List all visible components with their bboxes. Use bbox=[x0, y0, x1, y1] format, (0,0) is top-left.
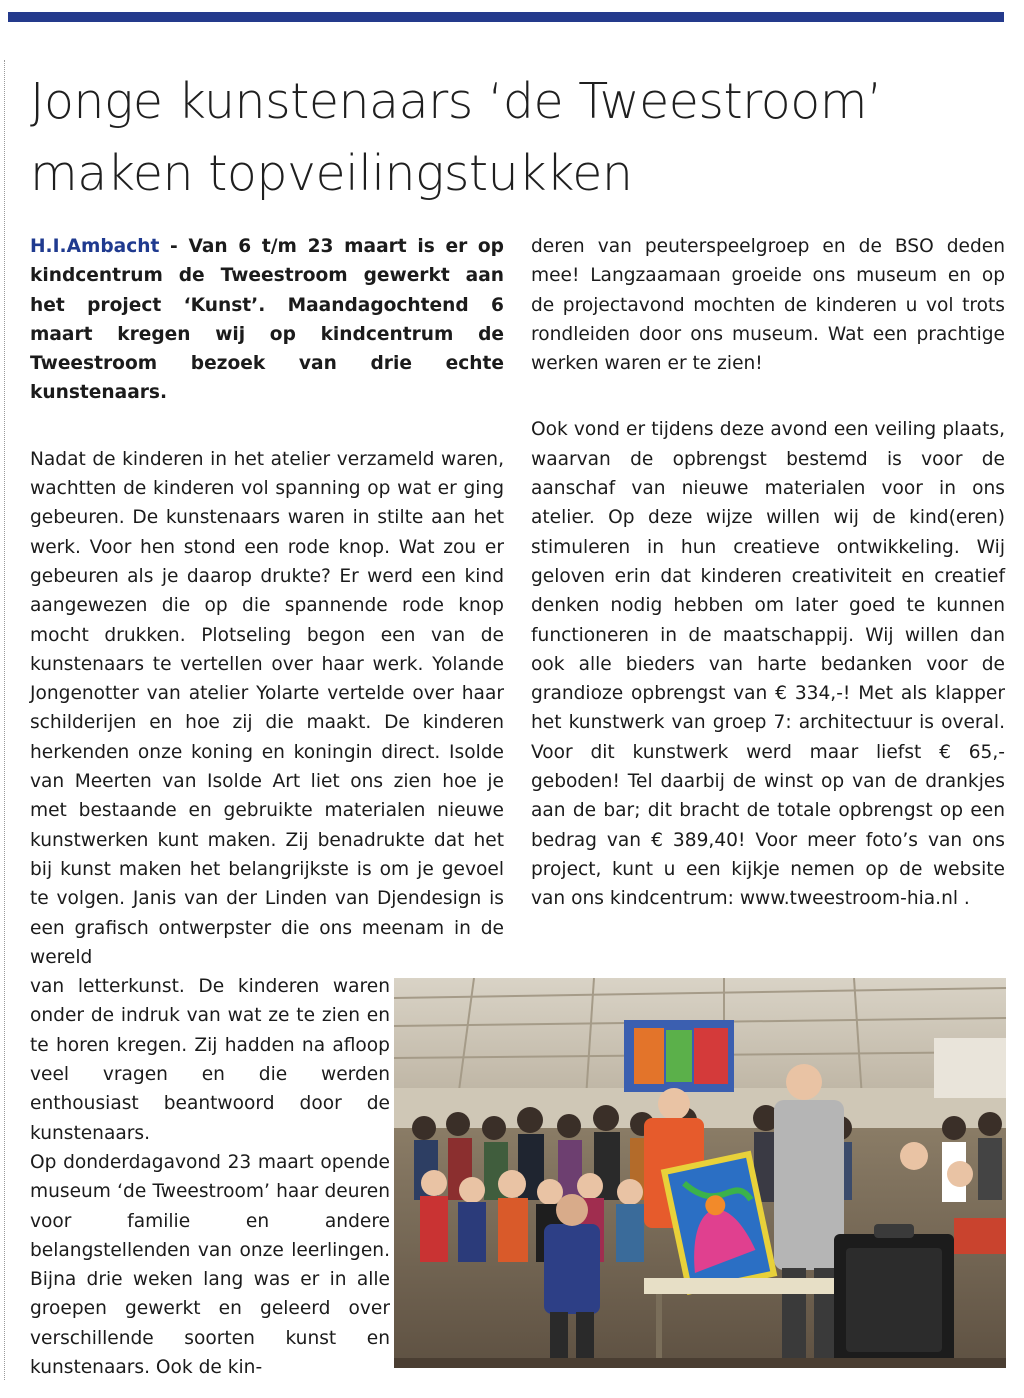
lead-text: - Van 6 t/m 23 maart is er op kindcentrum de Tweestroom gewerkt aan het project ‘Kunst’. Maandagochtend 6 maart kregen wij op kindcentrum de Tweestroom bezoek van drie echte kunstenaars. bbox=[30, 236, 504, 404]
article-photo bbox=[394, 978, 1006, 1368]
headline-line-2: maken topveilingstukken bbox=[30, 145, 633, 202]
body-paragraph-3: deren van peuterspeelgroep en de BSO deden mee! Langzaamaan groeide ons museum en op de projectavond mochten de kinderen u vol trots rondleiden door ons museum. Wat een prachtige werken waren er te zien! bbox=[531, 236, 1005, 375]
headline-line-1: Jonge kunstenaars ‘de Tweestroom’ bbox=[30, 73, 883, 130]
right-column bbox=[531, 232, 1005, 914]
body-paragraph-4: Ook vond er tijdens deze avond een veiling plaats, waarvan de opbrengst bestemd is voor de aanschaf van nieuwe materialen voor in ons atelier. Op deze wijze willen wij de kind(eren) stimuleren in hun creatieve ontwikkeling. Wij geloven erin dat kinderen creativiteit en creatief denken nodig hebben om later goed te kunnen functioneren in de maatschappij. Wij willen dan ook alle bieders van harte bedanken voor de grandioze opbrengst van € 334,-! Met als klapper het kunstwerk van groep 7: architectuur is overal. Voor dit kunstwerk werd maar liefst € 65,- geboden! Tel daarbij de winst op van de drankjes aan de bar; dit bracht de totale opbrengst op een bedrag van € 389,40! Voor meer foto’s van ons project, kunt u een kijkje nemen op de website van ons kindcentrum: www.tweestroom-hia.nl . bbox=[531, 419, 1005, 910]
lead-paragraph bbox=[30, 232, 504, 408]
paragraph-gap bbox=[30, 408, 504, 445]
page-edge-dotted-rule bbox=[4, 60, 5, 1380]
body-paragraph-2: Op donderdagavond 23 maart opende museum ‘de Tweestroom’ haar deuren voor familie en andere belangstellenden van onze leerlingen. Bijna drie weken lang was er in alle groepen gewerkt en geleerd over verschillende soorten kunst en kunstenaars. Ook de kin- bbox=[30, 1151, 390, 1378]
dateline: H.I.Ambacht bbox=[30, 236, 160, 257]
top-color-bar bbox=[8, 12, 1004, 22]
article-headline bbox=[30, 66, 1010, 210]
body-paragraph-1-continued: van letterkunst. De kinderen waren onder de indruk van wat ze te zien en te horen kregen. Zij hadden na afloop veel vragen en die werden enthousiast beantwoord door de kunstenaars. bbox=[30, 976, 390, 1144]
photo-crowd-children-art-auction bbox=[394, 978, 1006, 1368]
paragraph-gap bbox=[531, 378, 1005, 415]
body-paragraph-1: Nadat de kinderen in het atelier verzameld waren, wachtten de kinderen vol spanning op wat er ging gebeuren. De kunstenaars waren in stilte aan het werk. Voor hen stond een rode knop. Wat zou er gebeuren als je daarop drukte? Er werd een kind aangewezen die op die spannende rode knop mocht drukken. Plotseling begon een van de kunstenaars te vertellen over haar werk. Yolande Jongenotter van atelier Yolarte vertelde over haar schilderijen en hoe zij die maakt. De kinderen herkenden onze koning en koningin direct. Isolde van Meerten van Isolde Art liet ons zien hoe je met bestaande en gebruikte materialen nieuwe kunstwerken kunt maken. Zij benadrukte dat het bij kunst maken het belangrijkste is om je gevoel te volgen. Janis van der Linden van Djendesign is een grafisch ontwerpster die ons meenam in de wereld bbox=[30, 448, 504, 968]
